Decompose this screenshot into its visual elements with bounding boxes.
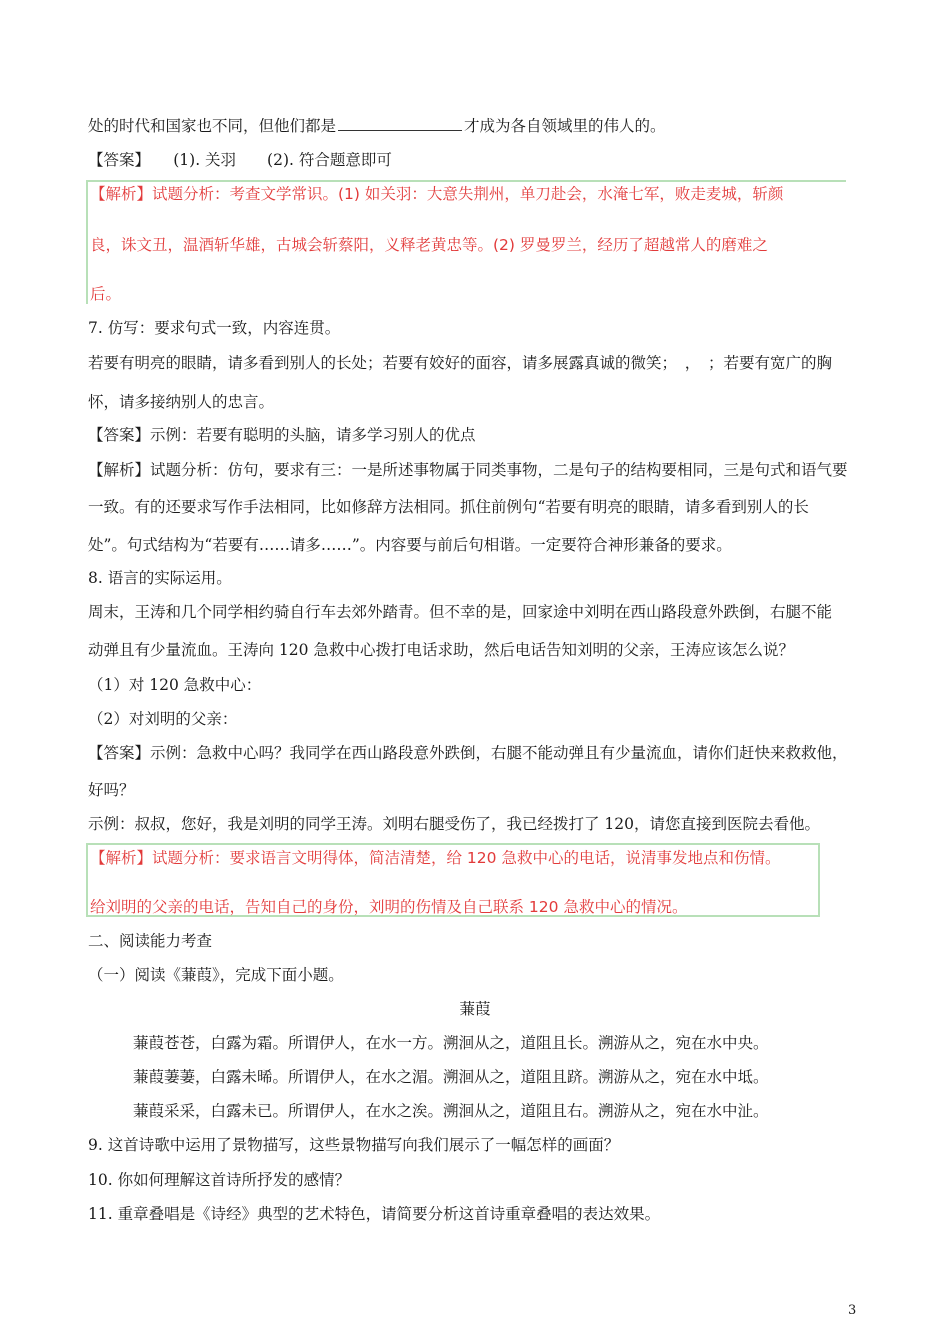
text-line: （2）对刘明的父亲： bbox=[88, 710, 238, 728]
fill-blank bbox=[338, 116, 462, 131]
analysis-line: 良，诛文丑，温酒斩华雄，古城会斩蔡阳，义释老黄忠等。(2) 罗曼罗兰，经历了超越常人的磨难之 bbox=[90, 236, 768, 254]
text-line bbox=[88, 116, 666, 136]
poem-line: 蒹葭苍苍，白露为霜。所谓伊人，在水一方。溯洄从之，道阻且长。溯游从之，宛在水中央。 bbox=[133, 1034, 769, 1052]
analysis-line: 【解析】试题分析：仿句，要求有三：一是所述事物属于同类事物，二是句子的结构要相同，三是句式和语气要 bbox=[88, 461, 848, 479]
text-line: 怀，请多接纳别人的忠言。 bbox=[88, 393, 275, 411]
analysis-line: 【解析】试题分析：考查文学常识。(1) 如关羽：大意失荆州，单刀赴会，水淹七军，败走麦城，斩颜 bbox=[90, 185, 784, 203]
text-line: （1）对 120 急救中心： bbox=[88, 676, 262, 694]
analysis-line: 一致。有的还要求写作手法相同，比如修辞方法相同。抓住前例句“若要有明亮的眼睛，请多看到别人的长 bbox=[88, 498, 809, 516]
answer-line: 【答案】示例：急救中心吗？我同学在西山路段意外跌倒，右腿不能动弹且有少量流血，请你们赶快来救救他， bbox=[88, 744, 848, 762]
poem-line: 蒹葭采采，白露未已。所谓伊人，在水之涘。溯洄从之，道阻且右。溯游从之，宛在水中沚。 bbox=[133, 1102, 769, 1120]
question-line: 7. 仿写：要求句式一致，内容连贯。 bbox=[88, 319, 341, 337]
analysis-line: 【解析】试题分析：要求语言文明得体，简洁清楚，给 120 急救中心的电话，说清事发地点和伤情。 bbox=[90, 849, 781, 867]
text-line: 周末，王涛和几个同学相约骑自行车去郊外踏青。但不幸的是，回家途中刘明在西山路段意外跌倒，右腿不能 bbox=[88, 603, 833, 621]
analysis-line: 后。 bbox=[90, 285, 122, 303]
question-line: 8. 语言的实际运用。 bbox=[88, 569, 232, 587]
question-line: 11. 重章叠唱是《诗经》典型的艺术特色，请简要分析这首诗重章叠唱的表达效果。 bbox=[88, 1205, 661, 1223]
text-line: 若要有明亮的眼睛，请多看到别人的长处；若要有姣好的面容，请多展露真诚的微笑； ， ；若要有宽广的胸 bbox=[88, 354, 833, 372]
question-line: 9. 这首诗歌中运用了景物描写，这些景物描写向我们展示了一幅怎样的画面？ bbox=[88, 1136, 620, 1154]
analysis-line: 给刘明的父亲的电话，告知自己的身份，刘明的伤情及自己联系 120 急救中心的情况。 bbox=[90, 898, 688, 916]
analysis-box bbox=[86, 180, 846, 304]
text-line: 动弹且有少量流血。王涛向 120 急救中心拨打电话求助，然后电话告知刘明的父亲，王涛应该怎么说？ bbox=[88, 641, 794, 659]
text-line: （一）阅读《蒹葭》，完成下面小题。 bbox=[88, 966, 344, 984]
text-segment: 才成为各自领域里的伟人的。 bbox=[464, 117, 666, 135]
poem-title: 蒹葭 bbox=[459, 1000, 491, 1018]
text-line: 示例：叔叔，您好，我是刘明的同学王涛。刘明右腿受伤了，我已经拨打了 120，请您直接到医院去看他。 bbox=[88, 815, 821, 833]
question-line: 10. 你如何理解这首诗所抒发的感情？ bbox=[88, 1171, 351, 1189]
analysis-line: 处”。句式结构为“若要有……请多……”。内容要与前后句相谐。一定要符合神形兼备的要求。 bbox=[88, 536, 732, 554]
text-segment: 处的时代和国家也不同，但他们都是 bbox=[88, 117, 337, 135]
text-line: 好吗？ bbox=[88, 781, 135, 799]
section-heading: 二、阅读能力考查 bbox=[88, 932, 213, 950]
page-number: 3 bbox=[848, 1303, 857, 1318]
poem-line: 蒹葭萋萋，白露未晞。所谓伊人，在水之湄。溯洄从之，道阻且跻。溯游从之，宛在水中坻。 bbox=[133, 1068, 769, 1086]
analysis-box bbox=[86, 843, 820, 917]
answer-line: 【答案】示例：若要有聪明的头脑，请多学习别人的优点 bbox=[88, 426, 476, 444]
answer-line: 【答案】 (1). 关羽 (2). 符合题意即可 bbox=[88, 151, 392, 169]
